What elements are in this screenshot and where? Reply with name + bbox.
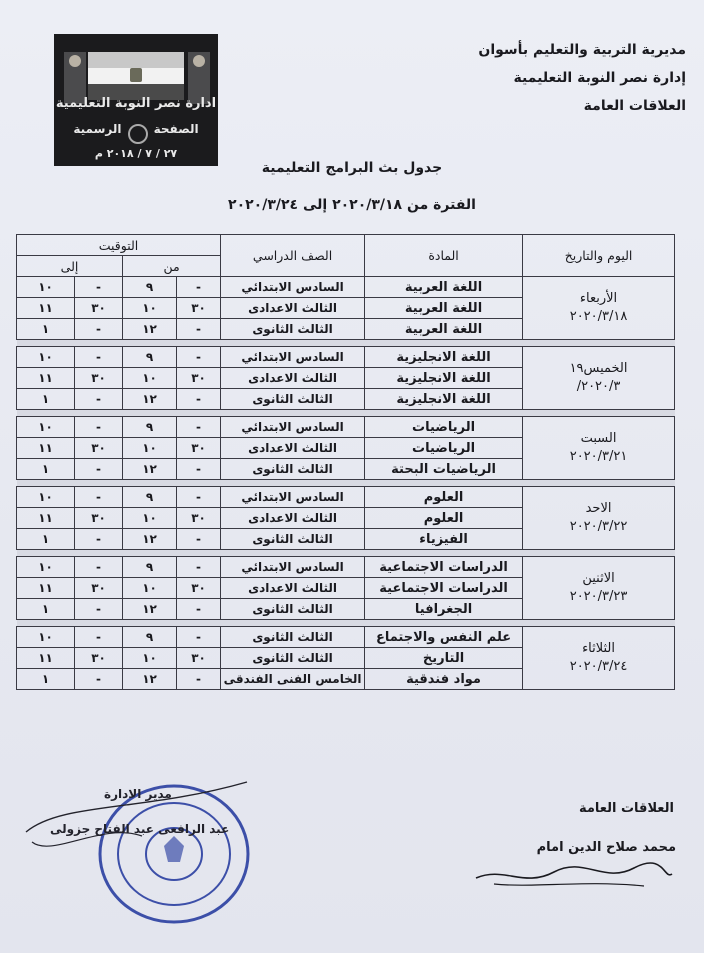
- header-to: إلى: [17, 256, 123, 277]
- to-hour-cell: ١١: [17, 648, 75, 669]
- to-hour-cell: ١٠: [17, 487, 75, 508]
- to-hour-cell: ١: [17, 669, 75, 690]
- subject-cell: اللغة العربية: [365, 277, 523, 298]
- day-date-cell: [523, 557, 675, 620]
- subject-cell: اللغة العربية: [365, 319, 523, 340]
- subject-cell: الرياضيات: [365, 438, 523, 459]
- department-name: العلاقات العامة: [583, 98, 686, 114]
- directorate-name: مديرية التربية والتعليم بأسوان: [478, 42, 686, 58]
- grade-cell: الثالث الاعدادى: [221, 298, 365, 319]
- grade-cell: الثالث الاعدادى: [221, 438, 365, 459]
- to-minute-cell: -: [75, 319, 123, 340]
- to-hour-cell: ١١: [17, 298, 75, 319]
- from-hour-cell: ٩: [123, 347, 177, 368]
- from-hour-cell: ١٠: [123, 648, 177, 669]
- logo-title: ادارة نصر النوبة التعليمية: [55, 96, 217, 111]
- header-day: اليوم والتاريخ: [523, 235, 675, 277]
- from-hour-cell: ٩: [123, 417, 177, 438]
- from-hour-cell: ١٠: [123, 368, 177, 389]
- from-hour-cell: ٩: [123, 627, 177, 648]
- header-grade: الصف الدراسي: [221, 235, 365, 277]
- to-minute-cell: -: [75, 669, 123, 690]
- day-separator: [17, 620, 675, 627]
- from-minute-cell: -: [177, 487, 221, 508]
- schedule-table: [16, 234, 675, 690]
- administration-name: إدارة نصر النوبة التعليمية: [513, 70, 686, 86]
- day-date-cell: [523, 627, 675, 690]
- to-minute-cell: -: [75, 389, 123, 410]
- from-hour-cell: ٩: [123, 277, 177, 298]
- day-date: ٢٠٢٠/٣/٢٢: [569, 519, 628, 534]
- from-hour-cell: ١٠: [123, 578, 177, 599]
- to-hour-cell: ١: [17, 389, 75, 410]
- stamp-signatory-name: عبد الرافعى عبد الفتاح جزولى: [50, 822, 230, 836]
- subject-cell: اللغة العربية: [365, 298, 523, 319]
- to-minute-cell: ٣٠: [75, 298, 123, 319]
- from-minute-cell: -: [177, 627, 221, 648]
- grade-cell: السادس الابتدائي: [221, 487, 365, 508]
- day-label: الاثنين: [582, 571, 615, 586]
- day-label: الاحد: [585, 501, 612, 516]
- to-hour-cell: ١٠: [17, 277, 75, 298]
- to-hour-cell: ١١: [17, 578, 75, 599]
- grade-cell: الثالث الثانوى: [221, 389, 365, 410]
- from-minute-cell: -: [177, 669, 221, 690]
- separator-cell: [17, 550, 675, 557]
- from-hour-cell: ١٠: [123, 438, 177, 459]
- to-minute-cell: ٣٠: [75, 578, 123, 599]
- document-period: الفترة من ٢٠٢٠/٣/١٨ إلى ٢٠٢٠/٣/٢٤: [228, 197, 476, 213]
- from-minute-cell: -: [177, 417, 221, 438]
- to-hour-cell: ١١: [17, 508, 75, 529]
- to-minute-cell: -: [75, 277, 123, 298]
- document-title: جدول بث البرامج التعليمية: [261, 160, 443, 176]
- from-hour-cell: ١٠: [123, 298, 177, 319]
- to-minute-cell: ٣٠: [75, 368, 123, 389]
- separator-cell: [17, 410, 675, 417]
- separator-cell: [17, 620, 675, 627]
- subject-cell: مواد فندقية: [365, 669, 523, 690]
- from-minute-cell: ٣٠: [177, 508, 221, 529]
- day-separator: [17, 410, 675, 417]
- subject-cell: الرياضيات: [365, 417, 523, 438]
- day-label: السبت: [580, 431, 617, 446]
- from-hour-cell: ١٢: [123, 669, 177, 690]
- grade-cell: السادس الابتدائي: [221, 417, 365, 438]
- to-hour-cell: ١٠: [17, 627, 75, 648]
- grade-cell: الثالث الاعدادى: [221, 368, 365, 389]
- day-label: الأربعاء: [579, 291, 618, 306]
- grade-cell: السادس الابتدائي: [221, 557, 365, 578]
- official-page-logo: [54, 34, 218, 166]
- to-minute-cell: -: [75, 599, 123, 620]
- from-minute-cell: -: [177, 347, 221, 368]
- table-row: [17, 347, 675, 368]
- logo-date: ٢٧ / ٧ / ٢٠١٨ م: [94, 147, 178, 160]
- subject-cell: علم النفس والاجتماع: [365, 627, 523, 648]
- grade-cell: الثالث الثانوى: [221, 648, 365, 669]
- from-minute-cell: -: [177, 459, 221, 480]
- grade-cell: الثالث الثانوى: [221, 627, 365, 648]
- logo-subtitle: الصفحة الرسمية: [73, 122, 199, 136]
- table-row: [17, 417, 675, 438]
- footer-department: العلاقات العامة: [578, 801, 674, 816]
- from-hour-cell: ١٢: [123, 459, 177, 480]
- to-hour-cell: ١: [17, 599, 75, 620]
- to-minute-cell: -: [75, 487, 123, 508]
- day-date-cell: [523, 347, 675, 410]
- from-hour-cell: ٩: [123, 487, 177, 508]
- grade-cell: الثالث الاعدادى: [221, 508, 365, 529]
- from-minute-cell: ٣٠: [177, 578, 221, 599]
- schedule-body: [17, 277, 675, 690]
- separator-cell: [17, 480, 675, 487]
- to-hour-cell: ١١: [17, 368, 75, 389]
- subject-cell: اللغة الانجليزية: [365, 368, 523, 389]
- day-separator: [17, 340, 675, 347]
- subject-cell: اللغة الانجليزية: [365, 347, 523, 368]
- day-date: ٢٠٢٠/٣/٢٤: [569, 659, 628, 674]
- table-row: [17, 627, 675, 648]
- to-minute-cell: -: [75, 627, 123, 648]
- from-hour-cell: ١٢: [123, 319, 177, 340]
- from-minute-cell: -: [177, 319, 221, 340]
- subject-cell: التاريخ: [365, 648, 523, 669]
- header-timing: التوقيت: [17, 235, 221, 256]
- from-minute-cell: -: [177, 277, 221, 298]
- to-hour-cell: ١٠: [17, 347, 75, 368]
- grade-cell: الخامس الفنى الفندقى: [221, 669, 365, 690]
- subject-cell: العلوم: [365, 508, 523, 529]
- to-hour-cell: ١١: [17, 438, 75, 459]
- to-minute-cell: -: [75, 459, 123, 480]
- grade-cell: السادس الابتدائي: [221, 277, 365, 298]
- day-date-cell: [523, 417, 675, 480]
- from-minute-cell: -: [177, 599, 221, 620]
- day-separator: [17, 480, 675, 487]
- grade-cell: الثالث الثانوى: [221, 599, 365, 620]
- eagle-emblem-icon: [130, 68, 142, 82]
- header-subject: المادة: [365, 235, 523, 277]
- day-date: ٢٠٢٠/٣/: [576, 379, 621, 394]
- subject-cell: الفيزياء: [365, 529, 523, 550]
- table-row: [17, 557, 675, 578]
- day-date: ٢٠٢٠/٣/١٨: [569, 309, 628, 324]
- from-hour-cell: ١٠: [123, 508, 177, 529]
- grade-cell: الثالث الثانوى: [221, 319, 365, 340]
- letterhead: [426, 42, 686, 126]
- to-minute-cell: -: [75, 529, 123, 550]
- to-minute-cell: ٣٠: [75, 508, 123, 529]
- grade-cell: الثالث الثانوى: [221, 529, 365, 550]
- from-minute-cell: ٣٠: [177, 648, 221, 669]
- to-hour-cell: ١: [17, 319, 75, 340]
- to-hour-cell: ١٠: [17, 557, 75, 578]
- table-row: [17, 487, 675, 508]
- subject-cell: الدراسات الاجتماعية: [365, 557, 523, 578]
- to-hour-cell: ١: [17, 529, 75, 550]
- day-date-cell: [523, 487, 675, 550]
- to-minute-cell: -: [75, 417, 123, 438]
- from-minute-cell: -: [177, 529, 221, 550]
- separator-cell: [17, 340, 675, 347]
- from-minute-cell: ٣٠: [177, 438, 221, 459]
- to-minute-cell: -: [75, 557, 123, 578]
- to-hour-cell: ١٠: [17, 417, 75, 438]
- stamp-title: مدير الادارة: [104, 787, 172, 801]
- subject-cell: الدراسات الاجتماعية: [365, 578, 523, 599]
- to-hour-cell: ١: [17, 459, 75, 480]
- grade-cell: السادس الابتدائي: [221, 347, 365, 368]
- signature-icon: [474, 858, 674, 892]
- subject-cell: الجغرافيا: [365, 599, 523, 620]
- day-date: ٢٠٢٠/٣/٢٣: [569, 589, 628, 604]
- from-hour-cell: ١٢: [123, 529, 177, 550]
- subject-cell: اللغة الانجليزية: [365, 389, 523, 410]
- day-date-cell: [523, 277, 675, 340]
- day-label: الخميس١٩: [569, 361, 628, 376]
- from-minute-cell: ٣٠: [177, 298, 221, 319]
- grade-cell: الثالث الثانوى: [221, 459, 365, 480]
- day-separator: [17, 550, 675, 557]
- table-row: [17, 277, 675, 298]
- schedule-table-wrap: [16, 234, 674, 690]
- header-from: من: [123, 256, 221, 277]
- day-date: ٢٠٢٠/٣/٢١: [569, 449, 628, 464]
- footer-signatory-name: محمد صلاح الدين امام: [536, 840, 676, 855]
- from-minute-cell: ٣٠: [177, 368, 221, 389]
- to-minute-cell: ٣٠: [75, 438, 123, 459]
- from-hour-cell: ١٢: [123, 599, 177, 620]
- from-minute-cell: -: [177, 557, 221, 578]
- from-minute-cell: -: [177, 389, 221, 410]
- from-hour-cell: ١٢: [123, 389, 177, 410]
- day-label: الثلاثاء: [582, 641, 616, 656]
- grade-cell: الثالث الاعدادى: [221, 578, 365, 599]
- subject-cell: العلوم: [365, 487, 523, 508]
- to-minute-cell: -: [75, 347, 123, 368]
- subject-cell: الرياضيات البحتة: [365, 459, 523, 480]
- from-hour-cell: ٩: [123, 557, 177, 578]
- to-minute-cell: ٣٠: [75, 648, 123, 669]
